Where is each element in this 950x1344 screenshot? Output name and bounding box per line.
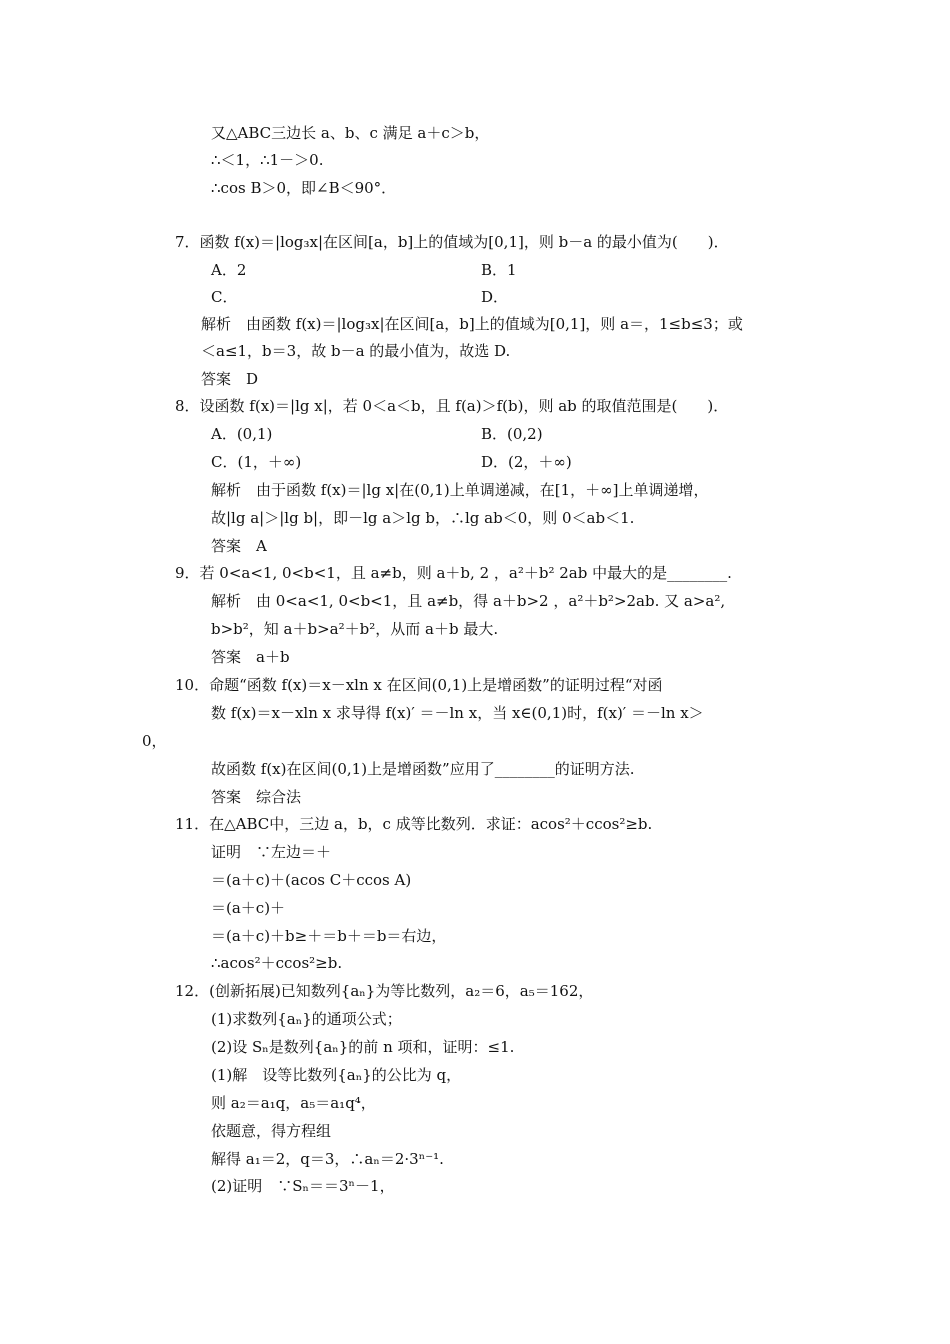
- question-text: 0，: [142, 732, 167, 750]
- answer-line: 答案 a＋b: [211, 648, 290, 666]
- proof-line: ∴acos²＋ccos²≥b.: [211, 954, 343, 972]
- option-c: C．(1，＋∞): [211, 453, 302, 471]
- solution-line: 则 a₂＝a₁q，a₅＝a₁q⁴，: [211, 1094, 376, 1112]
- question-text: 故函数 f(x)在区间(0,1)上是增函数”应用了________的证明方法.: [211, 760, 635, 778]
- solution-line: 故|lg a|＞|lg b|，即－lg a＞lg b，∴lg ab＜0，则 0＜ab＜1.: [211, 509, 635, 527]
- solution-line: 解析 由函数 f(x)＝|log₃x|在区间[a，b]上的值域为[0,1]，则 a＝，1≤b≤3；或: [201, 315, 743, 333]
- text-line: 又△ABC三边长 a、b、c 满足 a＋c＞b，: [211, 124, 490, 142]
- option-b: B．1: [481, 261, 517, 279]
- question-9: 9．若 0<a<1, 0<b<1，且 a≠b，则 a＋b, 2 ，a²＋b² 2ab 中最大的是________.: [175, 564, 732, 582]
- answer-line: 答案 综合法: [211, 788, 302, 806]
- text-line: ∴＜1，∴1－＞0.: [211, 151, 324, 169]
- proof-line: 证明 ∵左边＝＋: [211, 843, 332, 861]
- solution-line: 解得 a₁＝2，q＝3，∴aₙ＝2·3ⁿ⁻¹.: [211, 1150, 444, 1168]
- solution-line: ＜a≤1，b＝3，故 b－a 的最小值为，故选 D.: [201, 342, 511, 360]
- solution-line: b>b²，知 a＋b>a²＋b²，从而 a＋b 最大.: [211, 620, 499, 638]
- question-8: 8．设函数 f(x)＝|lg x|，若 0＜a＜b，且 f(a)＞f(b)，则 ab 的取值范围是( )．: [175, 397, 729, 415]
- answer-line: 答案 D: [201, 370, 259, 388]
- solution-line: (2)证明 ∵Sₙ＝＝3ⁿ－1，: [211, 1177, 395, 1195]
- question-text: 数 f(x)＝x－xln x 求导得 f(x)′ ＝－ln x，当 x∈(0,1)时，f(x)′ ＝－ln x＞: [211, 704, 704, 722]
- option-c: C．: [211, 288, 238, 306]
- option-d: D．: [481, 288, 509, 306]
- solution-line: 解析 由 0<a<1, 0<b<1，且 a≠b，得 a＋b>2 ，a²＋b²>2ab. 又 a>a²,: [211, 592, 726, 610]
- question-text: (2)设 Sₙ是数列{aₙ}的前 n 项和，证明：≤1.: [211, 1038, 515, 1056]
- option-a: A．2: [211, 261, 247, 279]
- option-d: D．(2，＋∞): [481, 453, 572, 471]
- solution-line: 解析 由于函数 f(x)＝|lg x|在(0,1)上单调递减，在[1，＋∞]上单调递增，: [211, 481, 709, 499]
- solution-line: 依题意，得方程组: [211, 1122, 332, 1140]
- answer-line: 答案 A: [211, 537, 267, 555]
- option-a: A．(0,1): [211, 425, 273, 443]
- solution-line: (1)解 设等比数列{aₙ}的公比为 q，: [211, 1066, 462, 1084]
- proof-line: ＝(a＋c)＋b≥＋＝b＋＝b＝右边，: [211, 927, 447, 945]
- question-7: 7．函数 f(x)＝|log₃x|在区间[a，b]上的值域为[0,1]，则 b－a 的最小值为( )．: [175, 233, 729, 251]
- option-b: B．(0,2): [481, 425, 543, 443]
- proof-line: ＝(a＋c)＋(acos C＋ccos A): [211, 871, 412, 889]
- question-12: 12．(创新拓展)已知数列{aₙ}为等比数列，a₂＝6，a₅＝162，: [175, 982, 594, 1000]
- proof-line: ＝(a＋c)＋: [211, 899, 286, 917]
- question-text: (1)求数列{aₙ}的通项公式；: [211, 1010, 402, 1028]
- question-11: 11．在△ABC中，三边 a，b，c 成等比数列．求证：acos²＋ccos²≥b.: [175, 815, 653, 833]
- question-10: 10．命题“函数 f(x)＝x－xln x 在区间(0,1)上是增函数”的证明过程“对函: [175, 676, 663, 694]
- text-line: ∴cos B＞0，即∠B＜90°．: [211, 179, 397, 197]
